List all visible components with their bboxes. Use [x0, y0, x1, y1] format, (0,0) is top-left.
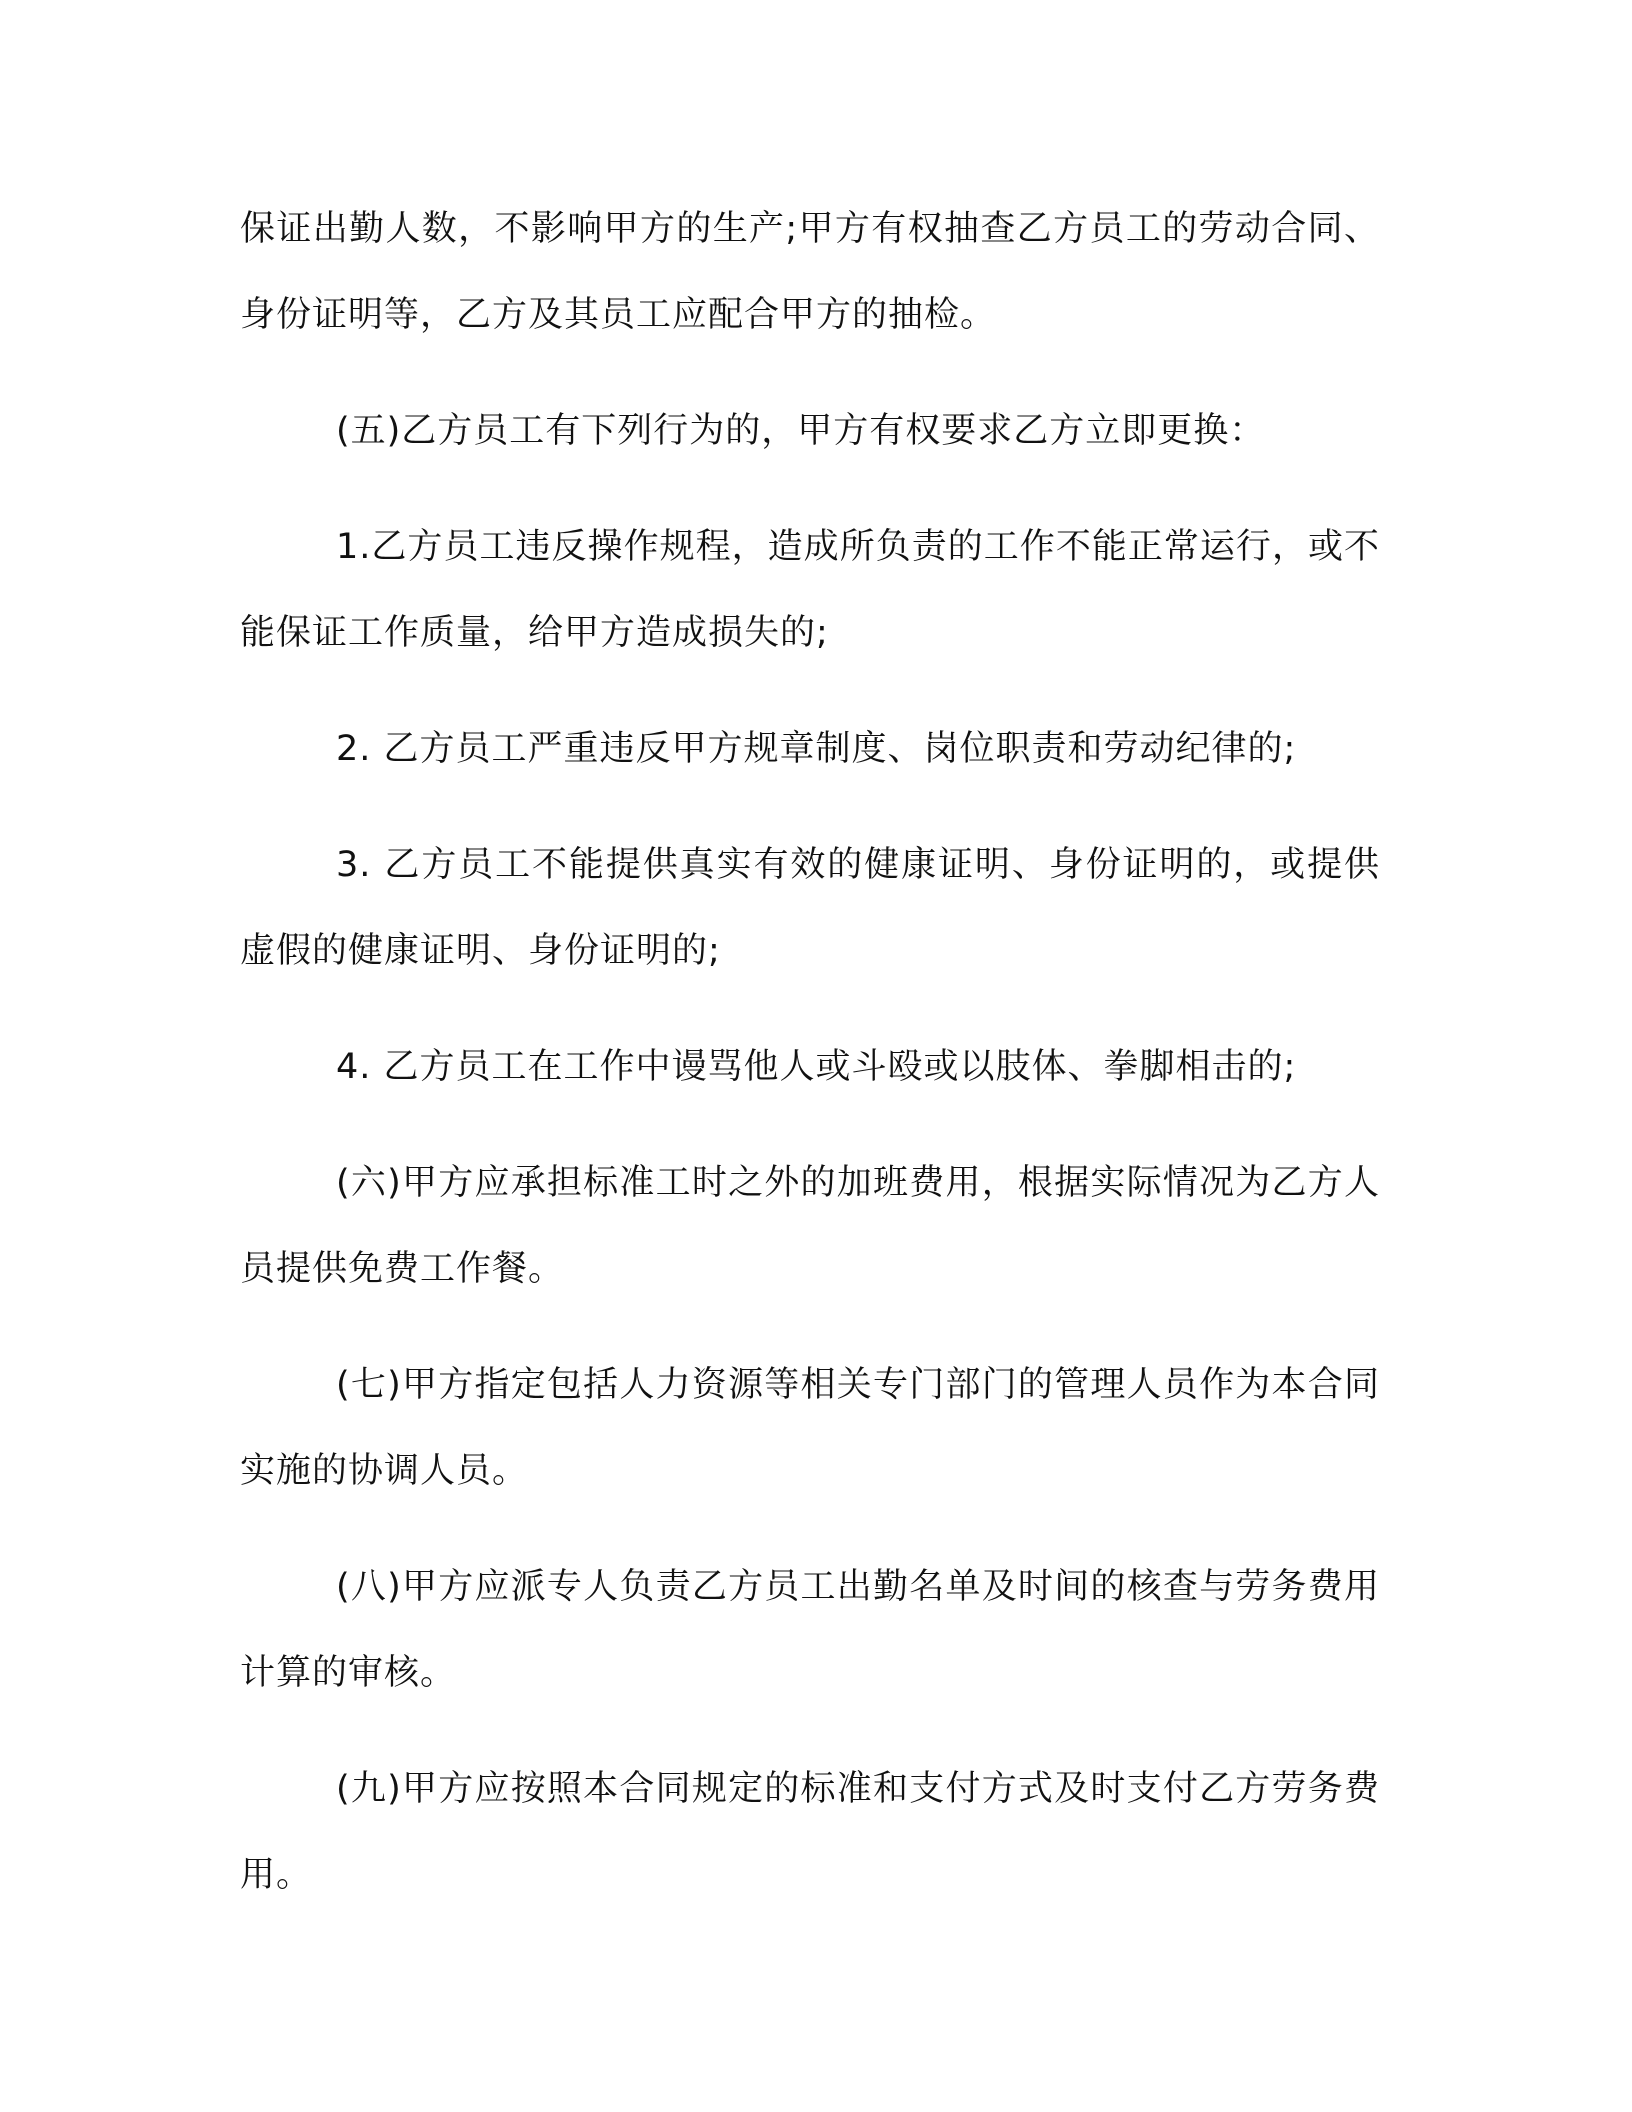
paragraph-continuation: 保证出勤人数，不影响甲方的生产;甲方有权抽查乙方员工的劳动合同、身份证明等，乙方及其员工应配合甲方的抽检。 [240, 209, 1380, 335]
paragraph-clause-6: (六)甲方应承担标准工时之外的加班费用，根据实际情况为乙方人员提供免费工作餐。 [240, 1163, 1380, 1289]
paragraph-item-3: 3. 乙方员工不能提供真实有效的健康证明、身份证明的，或提供虚假的健康证明、身份证明的; [240, 845, 1380, 971]
paragraph-item-2: 2. 乙方员工严重违反甲方规章制度、岗位职责和劳动纪律的; [336, 729, 1297, 769]
paragraph-clause-7: (七)甲方指定包括人力资源等相关专门部门的管理人员作为本合同实施的协调人员。 [240, 1365, 1380, 1491]
document-body [240, 186, 1380, 1948]
paragraph-clause-8: (八)甲方应派专人负责乙方员工出勤名单及时间的核查与劳务费用计算的审核。 [240, 1567, 1380, 1693]
paragraph-item-1: 1.乙方员工违反操作规程，造成所负责的工作不能正常运行，或不能保证工作质量，给甲方造成损失的; [240, 527, 1380, 653]
paragraph-item-4: 4. 乙方员工在工作中谩骂他人或斗殴或以肢体、拳脚相击的; [336, 1047, 1297, 1087]
paragraph-clause-5: (五)乙方员工有下列行为的，甲方有权要求乙方立即更换： [336, 411, 1266, 451]
paragraph-clause-9: (九)甲方应按照本合同规定的标准和支付方式及时支付乙方劳务费用。 [240, 1769, 1380, 1895]
